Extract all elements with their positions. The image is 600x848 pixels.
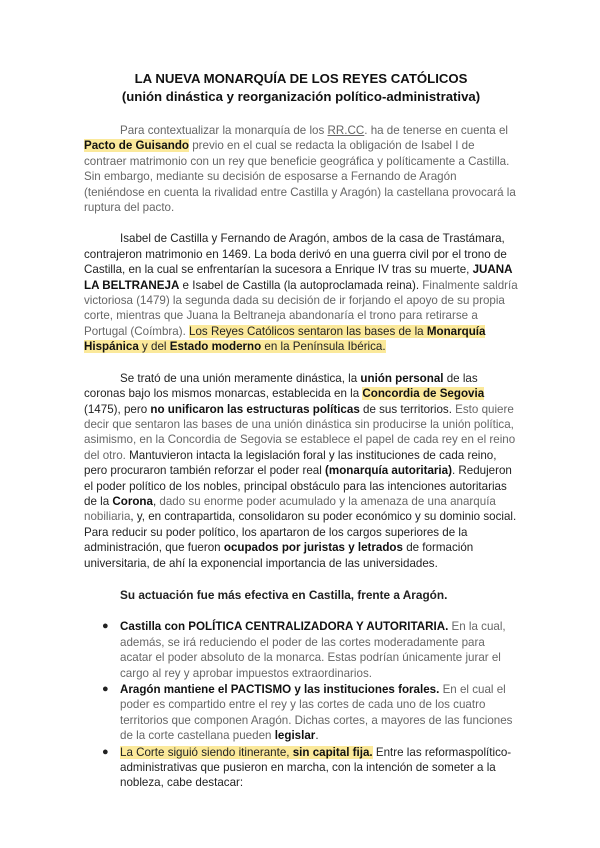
p3-text-g: de sus territorios. <box>359 402 456 416</box>
p3-text-a: Se trató de una unión meramente dinástica, la <box>120 371 361 385</box>
p3-text-q: de formación universitaria, de ahí la exponencial importancia de las universidades. <box>84 541 474 570</box>
corte-highlight: La Corte siguió siendo itinerante, <box>120 745 293 759</box>
p3-text-n: dado su enorme poder acumulado y la amenaza de una anarquía nobiliaria <box>84 494 496 524</box>
castilla-rest: En la cual, además, se irá reduciendo el poder de las cortes moderadamente para acatar el poder absoluto de la monarca. Estas podrían únicamente jurar el cargo al rey y aprobar impuestos extraordinarios. <box>120 620 506 680</box>
no-unificaron: no unificaron las estructuras políticas <box>150 402 360 416</box>
bullet-icon: ● <box>102 683 109 695</box>
p2-highlight-g: y del <box>138 340 170 354</box>
paragraph-union-dinastica <box>84 371 518 571</box>
concordia-segovia-highlight: Concordia de Segovia <box>362 387 485 401</box>
p2-text-d: Finalmente saldría victoriosa (1479) la segunda dada su decisión de ir forjando el apoyo de su propia corte, mientras que Juana la Beltraneja abandonaría el trono para retirarse a Portugal (Coímbra). <box>84 278 518 338</box>
union-personal: unión personal <box>360 371 444 385</box>
p1-text-c: . ha de tenerse en cuenta el <box>364 124 508 137</box>
bullet-icon: ● <box>102 620 109 633</box>
p3-text-c: de las coronas bajo los mismos monarcas, establecida en la <box>84 371 478 401</box>
p3-text-e: (1475), pero <box>84 402 151 416</box>
sin-capital-fija: sin capital fija. <box>292 745 373 759</box>
corona: Corona <box>112 494 153 508</box>
list-item-castilla <box>84 619 518 681</box>
aragon-rest: En el cual el poder es compartido entre el rey y las cortes de cada uno de los cuatro territorios que componen Aragón. Dichas cortes, a mayores de las funciones de la corte castellana pueden <box>120 683 513 743</box>
bullet-icon: ● <box>102 745 109 758</box>
monarquia-autoritaria: (monarquía autoritaria) <box>325 464 452 478</box>
document-subtitle: (unión dinástica y reorganización político-administrativa) <box>121 89 481 104</box>
p1-text-a: Para contextualizar la monarquía de los <box>120 124 328 137</box>
paragraph-pacto-guisando <box>84 123 518 215</box>
paragraph-matrimonio <box>84 231 518 354</box>
p3-text-h: Esto quiere decir que sentaron las bases de una unión dinástica sin producirse la unión política, asimismo, en la Concordia de Segovia se establece el papel de cada rey en el reino del otro. <box>84 402 516 462</box>
juana-beltraneja: JUANA LA BELTRANEJA <box>84 263 513 292</box>
p2-highlight-e: Los Reyes Católicos sentaron las bases de la <box>189 324 427 338</box>
pacto-guisando-highlight: Pacto de Guisando <box>84 139 190 153</box>
monarquia-hispanica: Monarquía Hispánica <box>84 324 486 354</box>
castilla-bold: Castilla con POLÍTICA CENTRALIZADORA Y AUTORITARIA. <box>120 620 449 634</box>
corte-rest: Entre las reformaspolítico-administrativas que pusieron en marcha, con la intención de someter a la nobleza, cabe destacar: <box>120 745 512 790</box>
p3-text-k: . Redujeron el poder político de los nobles, principal obstáculo para las intenciones autoritarias de la <box>84 464 512 508</box>
aragon-end: . <box>315 729 319 743</box>
p2-text-a: Isabel de Castilla y Fernando de Aragón, ambos de la casa de Trastámara, contrajeron matrimonio en 1469. La boda derivó en una guerra civil por el trono de Castilla, en la cual se enfrentarían la sucesora a Enrique IV tras su muerte, <box>84 232 507 277</box>
legislar: legislar <box>274 729 316 743</box>
p3-text-i: Mantuvieron intacta la legislación foral y las instituciones de cada reino, pero procuraron también reforzar el poder real <box>84 448 497 478</box>
bullet-list <box>84 619 518 790</box>
list-item-corte <box>84 745 518 791</box>
p3-text-m: , <box>152 494 160 508</box>
rrcc-abbrev: RR.CC <box>327 124 365 137</box>
p2-text-c: e Isabel de Castilla (la autoproclamada reina). <box>179 278 423 292</box>
list-item-aragon <box>84 682 518 744</box>
aragon-bold: Aragón mantiene el PACTISMO y las instituciones forales. <box>120 683 440 696</box>
estado-moderno: Estado moderno <box>169 340 262 354</box>
juristas-letrados: ocupados por juristas y letrados <box>223 541 403 555</box>
p1-text-e: previo en el cual se redacta la obligación de Isabel I de contraer matrimonio con un rey que beneficie geográfica y políticamente a Castilla. Sin embargo, mediante su decisión de esposarse a Fernando de Aragón (teniéndose en cuenta la rivalidad entre Castilla y Aragón) la castellana provocará la ruptura del pacto. <box>84 139 516 215</box>
document-title: LA NUEVA MONARQUÍA DE LOS REYES CATÓLICOS <box>134 71 468 86</box>
section-heading-castilla-aragon: Su actuación fue más efectiva en Castilla, frente a Aragón. <box>120 587 448 602</box>
p2-highlight-i: en la Península Ibérica. <box>261 340 386 354</box>
p3-text-o: , y, en contrapartida, consolidaron su poder económico y su dominio social. Para reducir su poder político, los apartaron de los cargos superiores de la administración, que fueron <box>84 510 517 555</box>
